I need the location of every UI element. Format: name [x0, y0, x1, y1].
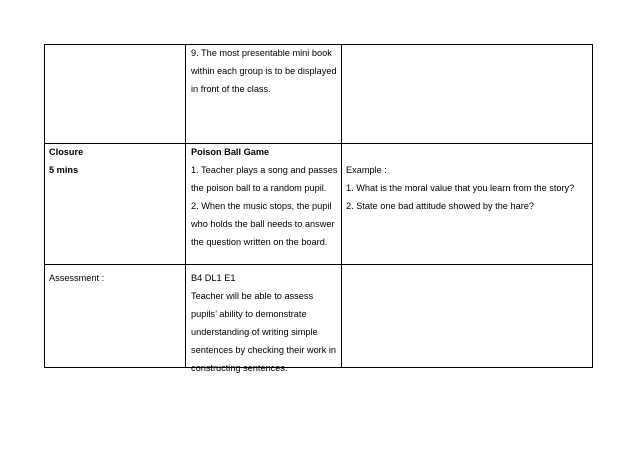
text-line: Example : [346, 165, 387, 175]
column-divider [185, 44, 186, 368]
text-line: in front of the class. [191, 84, 271, 94]
text-line: B4 DL1 E1 [191, 273, 236, 283]
text-line: Teacher will be able to assess [191, 291, 314, 301]
text-line: sentences by checking their work in [191, 345, 337, 355]
duration-label: 5 mins [49, 165, 79, 175]
stage-label: Closure [49, 147, 84, 157]
text-line: 1. Teacher plays a song and passes [191, 165, 338, 175]
text-line: 9. The most presentable mini book [191, 48, 332, 58]
text-line: 2. When the music stops, the pupil [191, 201, 332, 211]
text-line: the question written on the board. [191, 237, 328, 247]
activity-heading: Poison Ball Game [191, 147, 270, 157]
text-line: within each group is to be displayed [191, 66, 337, 76]
closure-stage-cell [49, 143, 83, 179]
stage-label: Assessment : [49, 273, 105, 283]
closure-activity-cell [191, 143, 337, 251]
text-line: the poison ball to a random pupil. [191, 183, 327, 193]
column-divider [341, 44, 342, 368]
text-line: who holds the ball needs to answer [191, 219, 335, 229]
text-line: pupils’ ability to demonstrate [191, 309, 307, 319]
text-line: understanding of writing simple [191, 327, 318, 337]
row1-activity-cell [191, 44, 337, 98]
row-divider [44, 264, 593, 265]
closure-example-cell [346, 161, 574, 215]
table-border-right [592, 44, 593, 368]
text-line: constructing sentences. [191, 363, 288, 373]
table-border-left [44, 44, 45, 368]
text-line: 1. What is the moral value that you learn from the story? [346, 183, 575, 193]
text-line: 2. State one bad attitude showed by the hare? [346, 201, 534, 211]
assessment-stage-cell [49, 269, 104, 287]
assessment-activity-cell [191, 269, 336, 377]
